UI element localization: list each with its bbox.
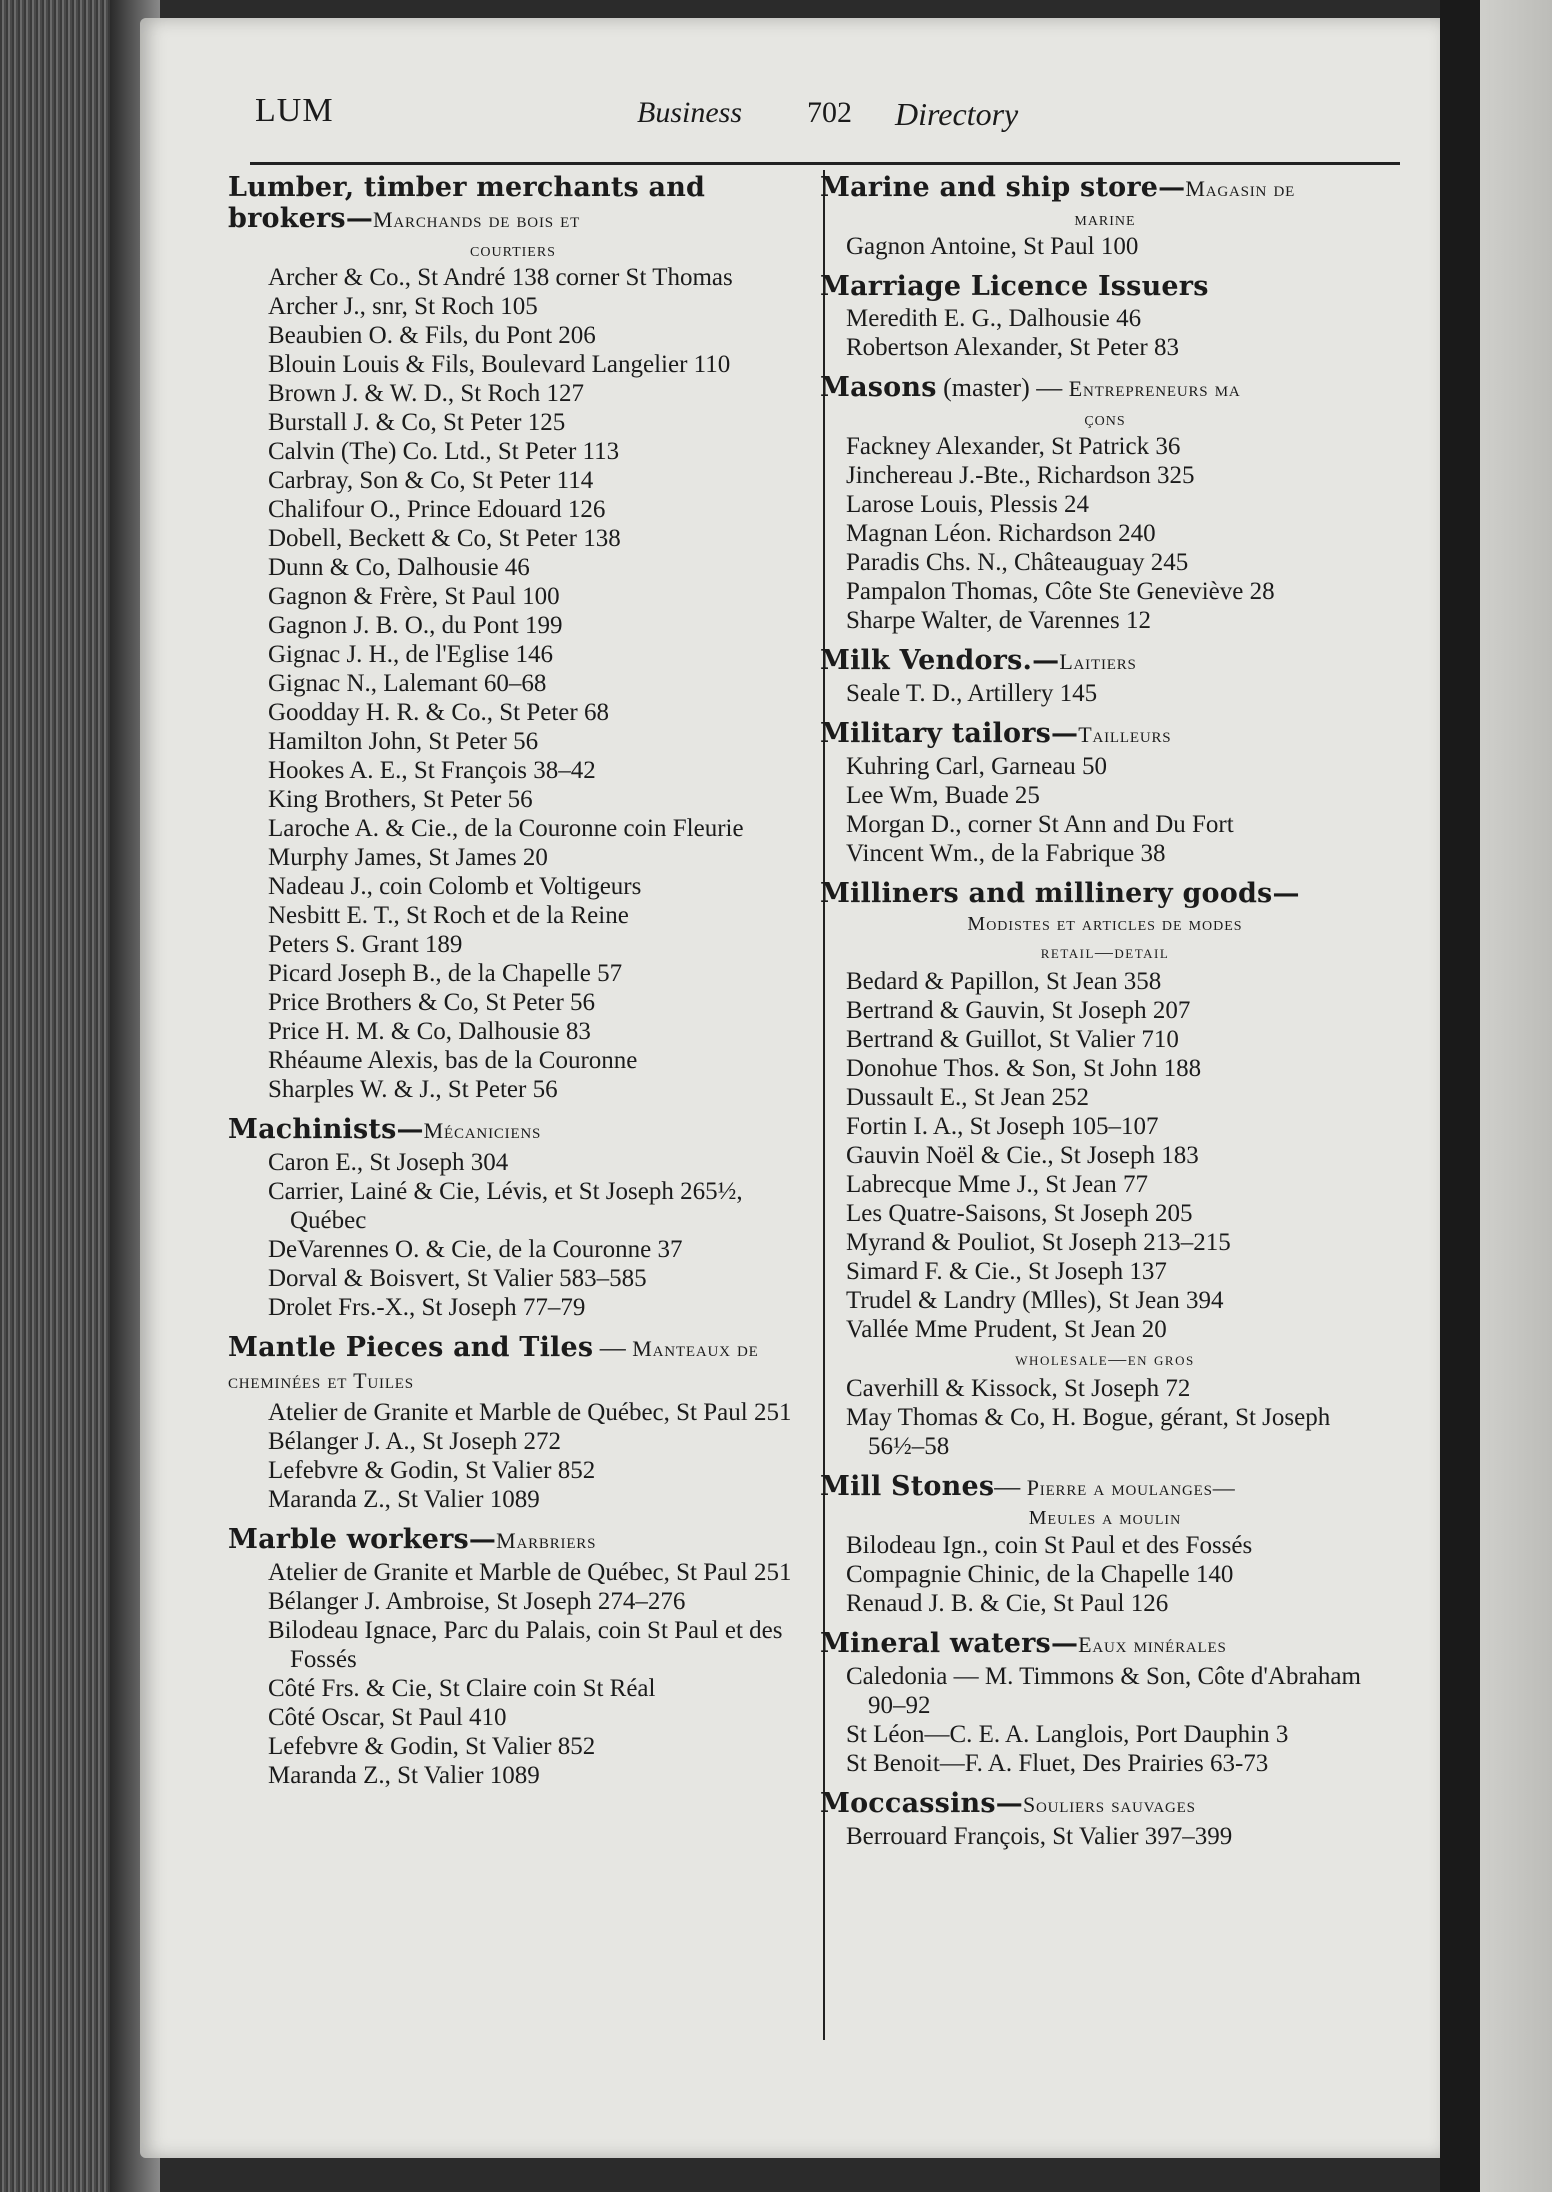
directory-entry: Gignac N., Lalemant 60–68 <box>268 670 547 697</box>
directory-entry: Lee Wm, Buade 25 <box>846 782 1040 809</box>
section-heading <box>820 1628 1390 1660</box>
heading-english: Military tailors— <box>820 718 1079 749</box>
directory-entry: Paradis Chs. N., Châteauguay 245 <box>846 549 1189 576</box>
directory-entry: Myrand & Pouliot, St Joseph 213–215 <box>846 1229 1231 1256</box>
directory-entry: Chalifour O., Prince Edouard 126 <box>268 496 606 523</box>
directory-section <box>228 172 798 1104</box>
directory-entry: Morgan D., corner St Ann and Du Fort <box>846 811 1234 838</box>
directory-entry: Gagnon Antoine, St Paul 100 <box>846 233 1139 260</box>
directory-entry: Pampalon Thomas, Côte Ste Geneviève 28 <box>846 578 1275 605</box>
heading-english: Moccassins— <box>820 1788 1023 1819</box>
heading-qualifier: — <box>593 1333 633 1362</box>
directory-entry: Peters S. Grant 189 <box>268 931 463 958</box>
directory-entry: Carrier, Lainé & Cie, Lévis, et St Joseph 265½, Québec <box>268 1178 743 1234</box>
directory-section <box>820 878 1390 1461</box>
directory-entry: Bilodeau Ignace, Parc du Palais, coin St Paul et des Fossés <box>268 1617 783 1673</box>
directory-entry: Simard F. & Cie., St Joseph 137 <box>846 1258 1167 1285</box>
directory-entry: Jinchereau J.-Bte., Richardson 325 <box>846 462 1195 489</box>
directory-section <box>820 172 1390 261</box>
heading-english: Mill Stones <box>820 1471 995 1502</box>
directory-entry: Gagnon & Frère, St Paul 100 <box>268 583 560 610</box>
directory-entry: Gauvin Noël & Cie., St Joseph 183 <box>846 1142 1199 1169</box>
heading-qualifier: (master) — <box>936 373 1069 402</box>
heading-french-continued: çons <box>1084 408 1126 430</box>
section-heading <box>820 878 1390 909</box>
section-heading <box>228 1332 798 1396</box>
directory-entry: Trudel & Landry (Mlles), St Jean 394 <box>846 1287 1224 1314</box>
heading-english: Marine and ship store— <box>820 172 1186 203</box>
directory-entry: Atelier de Granite et Marble de Québec, St Paul 251 <box>268 1559 792 1586</box>
directory-section <box>820 1628 1390 1778</box>
directory-entry: Carbray, Son & Co, St Peter 114 <box>268 467 594 494</box>
subheading-retail: retail—detail <box>1040 942 1170 962</box>
directory-entry: Archer J., snr, St Roch 105 <box>268 293 538 320</box>
directory-entry: Burstall J. & Co, St Peter 125 <box>268 409 566 436</box>
right-column <box>820 168 1390 1861</box>
heading-english: Milk Vendors.— <box>820 645 1060 676</box>
directory-entry: Magnan Léon. Richardson 240 <box>846 520 1156 547</box>
directory-entry: Renaud J. B. & Cie, St Paul 126 <box>846 1590 1169 1617</box>
book-binding-right <box>1440 0 1480 2192</box>
directory-entry: Hamilton John, St Peter 56 <box>268 728 539 755</box>
heading-french: Pierre a moulanges— <box>1026 1475 1236 1500</box>
directory-entry: Lefebvre & Godin, St Valier 852 <box>268 1733 596 1760</box>
directory-entry: Côté Oscar, St Paul 410 <box>268 1704 507 1731</box>
header-rule <box>250 162 1400 165</box>
directory-section <box>228 1332 798 1514</box>
directory-entry: Donohue Thos. & Son, St John 188 <box>846 1055 1202 1082</box>
directory-entry: Murphy James, St James 20 <box>268 844 548 871</box>
running-head-left: LUM <box>255 92 334 129</box>
directory-entry: Rhéaume Alexis, bas de la Couronne <box>268 1047 638 1074</box>
directory-entry: St Benoit—F. A. Fluet, Des Prairies 63-73 <box>846 1750 1269 1777</box>
heading-french: Laitiers <box>1059 649 1137 674</box>
directory-entry: Price H. M. & Co, Dalhousie 83 <box>268 1018 591 1045</box>
directory-entry: Nesbitt E. T., St Roch et de la Reine <box>268 902 629 929</box>
directory-entry: May Thomas & Co, H. Bogue, gérant, St Joseph 56½–58 <box>846 1404 1331 1460</box>
directory-entry: Caledonia — M. Timmons & Son, Côte d'Abraham 90–92 <box>846 1663 1361 1719</box>
directory-entry: Bedard & Papillon, St Jean 358 <box>846 968 1162 995</box>
section-heading <box>820 372 1390 404</box>
directory-entry: Sharpe Walter, de Varennes 12 <box>846 607 1151 634</box>
heading-french-continued: Meules a moulin <box>1028 1507 1182 1529</box>
directory-entry: Dussault E., St Jean 252 <box>846 1084 1090 1111</box>
directory-entry: Sharples W. & J., St Peter 56 <box>268 1076 558 1103</box>
directory-entry: Beaubien O. & Fils, du Pont 206 <box>268 322 596 349</box>
directory-entry: Laroche A. & Cie., de la Couronne coin Fleurie <box>268 815 744 842</box>
directory-entry: Archer & Co., St André 138 corner St Thomas <box>268 264 733 291</box>
directory-entry: Picard Joseph B., de la Chapelle 57 <box>268 960 623 987</box>
directory-entry: King Brothers, St Peter 56 <box>268 786 533 813</box>
directory-entry: Gagnon J. B. O., du Pont 199 <box>268 612 563 639</box>
directory-entry: Bélanger J. Ambroise, St Joseph 274–276 <box>268 1588 686 1615</box>
directory-entry: Vallée Mme Prudent, St Jean 20 <box>846 1316 1167 1343</box>
heading-french: Tailleurs <box>1078 722 1172 747</box>
heading-french: Souliers sauvages <box>1022 1792 1196 1817</box>
directory-entry: Brown J. & W. D., St Roch 127 <box>268 380 585 407</box>
directory-entry: Larose Louis, Plessis 24 <box>846 491 1090 518</box>
heading-english: Marble workers— <box>228 1524 497 1555</box>
heading-english: Mineral waters— <box>820 1628 1079 1659</box>
directory-entry: Seale T. D., Artillery 145 <box>846 680 1098 707</box>
directory-entry: Fackney Alexander, St Patrick 36 <box>846 433 1181 460</box>
directory-entry: Bertrand & Gauvin, St Joseph 207 <box>846 997 1191 1024</box>
section-heading <box>820 172 1390 204</box>
heading-french: Magasin de <box>1185 176 1296 201</box>
directory-entry: Caron E., St Joseph 304 <box>268 1149 509 1176</box>
directory-entry: Vincent Wm., de la Fabrique 38 <box>846 840 1166 867</box>
directory-entry: Labrecque Mme J., St Jean 77 <box>846 1171 1149 1198</box>
directory-section <box>820 718 1390 868</box>
section-heading <box>228 172 798 235</box>
directory-entry: Meredith E. G., Dalhousie 46 <box>846 305 1142 332</box>
directory-entry: Compagnie Chinic, de la Chapelle 140 <box>846 1561 1234 1588</box>
directory-entry: Berrouard François, St Valier 397–399 <box>846 1823 1233 1850</box>
directory-entry: Nadeau J., coin Colomb et Voltigeurs <box>268 873 642 900</box>
directory-entry: Lefebvre & Godin, St Valier 852 <box>268 1457 596 1484</box>
directory-entry: Caverhill & Kissock, St Joseph 72 <box>846 1375 1191 1402</box>
directory-entry: Bélanger J. A., St Joseph 272 <box>268 1428 562 1455</box>
subheading-wholesale: wholesale—en gros <box>1015 1349 1195 1369</box>
directory-section <box>820 1788 1390 1851</box>
heading-english: Milliners and millinery goods— <box>820 878 1300 909</box>
section-heading <box>820 645 1390 677</box>
directory-entry: Hookes A. E., St François 38–42 <box>268 757 596 784</box>
directory-entry: Gignac J. H., de l'Eglise 146 <box>268 641 554 668</box>
heading-english: Marriage Licence Issuers <box>820 271 1209 302</box>
directory-entry: Robertson Alexander, St Peter 83 <box>846 334 1179 361</box>
heading-french: Eaux minérales <box>1078 1632 1227 1657</box>
heading-french: Marchands de bois et <box>373 207 581 232</box>
left-column <box>228 168 798 1800</box>
heading-french-continued: marine <box>1074 208 1136 230</box>
directory-entry: St Léon—C. E. A. Langlois, Port Dauphin 3 <box>846 1721 1289 1748</box>
directory-entry: Bilodeau Ign., coin St Paul et des Fossés <box>846 1532 1253 1559</box>
heading-french-continued: Modistes et articles de modes <box>967 913 1243 935</box>
directory-entry: Calvin (The) Co. Ltd., St Peter 113 <box>268 438 620 465</box>
directory-entry: Kuhring Carl, Garneau 50 <box>846 753 1108 780</box>
page-header <box>255 90 1395 150</box>
heading-french: Marbriers <box>496 1528 597 1553</box>
directory-entry: DeVarennes O. & Cie, de la Couronne 37 <box>268 1236 683 1263</box>
directory-section <box>820 645 1390 708</box>
heading-english: Lumber, timber merchants and brokers— <box>228 172 706 234</box>
directory-section <box>228 1114 798 1322</box>
running-head-business: Business <box>637 96 742 129</box>
heading-english: Mantle Pieces and Tiles <box>228 1332 594 1363</box>
directory-entry: Fortin I. A., St Joseph 105–107 <box>846 1113 1159 1140</box>
directory-entry: Côté Frs. & Cie, St Claire coin St Réal <box>268 1675 656 1702</box>
page-number: 702 <box>807 96 852 129</box>
directory-entry: Les Quatre-Saisons, St Joseph 205 <box>846 1200 1193 1227</box>
heading-french: Manteaux de cheminées et Tuiles <box>228 1336 759 1393</box>
directory-entry: Dorval & Boisvert, St Valier 583–585 <box>268 1265 647 1292</box>
heading-french: Mécaniciens <box>423 1118 542 1143</box>
directory-section <box>820 372 1390 635</box>
directory-entry: Maranda Z., St Valier 1089 <box>268 1762 540 1789</box>
directory-entry: Drolet Frs.-X., St Joseph 77–79 <box>268 1294 586 1321</box>
section-heading <box>820 1788 1390 1820</box>
section-heading <box>820 1471 1390 1503</box>
section-heading <box>820 271 1390 302</box>
directory-entry: Atelier de Granite et Marble de Québec, St Paul 251 <box>268 1399 792 1426</box>
directory-section <box>820 271 1390 362</box>
directory-entry: Bertrand & Guillot, St Valier 710 <box>846 1026 1179 1053</box>
directory-entry: Blouin Louis & Fils, Boulevard Langelier 110 <box>268 351 731 378</box>
heading-english: Masons <box>820 372 937 403</box>
facing-page-edge <box>1480 0 1552 2192</box>
heading-french-continued: courtiers <box>470 239 556 261</box>
directory-entry: Price Brothers & Co, St Peter 56 <box>268 989 596 1016</box>
directory-section <box>820 1471 1390 1618</box>
directory-entry: Goodday H. R. & Co., St Peter 68 <box>268 699 609 726</box>
section-heading <box>228 1114 798 1146</box>
directory-entry: Maranda Z., St Valier 1089 <box>268 1486 540 1513</box>
section-heading <box>820 718 1390 750</box>
directory-entry: Dobell, Beckett & Co, St Peter 138 <box>268 525 621 552</box>
heading-qualifier: — <box>994 1472 1027 1501</box>
directory-entry: Dunn & Co, Dalhousie 46 <box>268 554 530 581</box>
heading-english: Machinists— <box>228 1114 424 1145</box>
heading-french: Entrepreneurs ma <box>1068 376 1241 401</box>
section-heading <box>228 1524 798 1556</box>
directory-section <box>228 1524 798 1790</box>
running-head-directory: Directory <box>895 96 1019 132</box>
